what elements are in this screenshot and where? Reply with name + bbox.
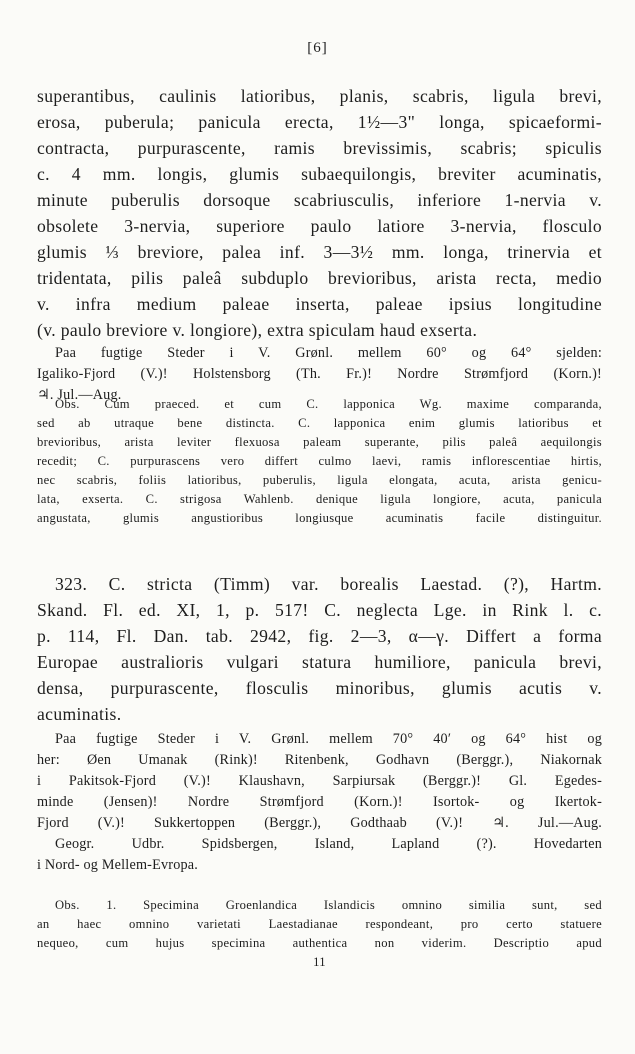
text-line: ♃. Jul.—Aug. bbox=[37, 387, 122, 403]
text-line: tridentata, pilis paleâ subduplo brevioribus, arista recta, medio bbox=[37, 268, 602, 288]
page-number: [6] bbox=[307, 40, 328, 56]
text-line: p. 114, Fl. Dan. tab. 2942, fig. 2—3, α—γ. Differt a forma bbox=[37, 626, 602, 646]
text-line: glumis ⅓ breviore, palea inf. 3—3½ mm. longa, trinervia et bbox=[37, 242, 602, 262]
text-line: Fjord (V.)! Sukkertoppen (Berggr.), Godthaab (V.)! ♃. Jul.—Aug. bbox=[37, 815, 602, 831]
paragraph-description bbox=[37, 83, 602, 343]
text-line: an haec omnino varietati Laestadianae respondeant, pro certo statuere bbox=[37, 917, 602, 931]
text-line: nec scabris, foliis latioribus, puberulis, ligula elongata, acuta, arista genicu- bbox=[37, 473, 602, 487]
paragraph-species-323 bbox=[37, 571, 602, 727]
signature-mark: 11 bbox=[313, 955, 326, 969]
text-line: Obs. 1. Specimina Groenlandica Islandicis omnino similia sunt, sed bbox=[55, 898, 602, 912]
text-line: recedit; C. purpurascens vero differt culmo laevi, ramis inflorescentiae hirtis, bbox=[37, 454, 602, 468]
text-line: c. 4 mm. longis, glumis subaequilongis, breviter acuminatis, bbox=[37, 164, 602, 184]
text-line: densa, purpurascente, flosculis minoribus, glumis acutis v. bbox=[37, 678, 602, 698]
text-line: Paa fugtige Steder i V. Grønl. mellem 70° 40′ og 64° hist og bbox=[55, 731, 602, 747]
text-line: lata, exserta. C. strigosa Wahlenb. denique ligula longiore, acuta, panicula bbox=[37, 492, 602, 506]
text-line: i Pakitsok-Fjord (V.)! Klaushavn, Sarpiursak (Berggr.)! Gl. Egedes- bbox=[37, 773, 602, 789]
text-line: superantibus, caulinis latioribus, planis, scabris, ligula brevi, bbox=[37, 86, 602, 106]
text-line: minute puberulis dorsoque scabriusculis, inferiore 1-nervia v. bbox=[37, 190, 602, 210]
paragraph-obs-2 bbox=[37, 896, 602, 972]
text-line: v. infra medium paleae inserta, paleae ipsius longitudine bbox=[37, 294, 602, 314]
text-line: brevioribus, arista leviter flexuosa paleam superante, pilis paleâ aequilongis bbox=[37, 435, 602, 449]
text-line: contracta, purpurascente, ramis brevissimis, scabris; spiculis bbox=[37, 138, 602, 158]
text-line: Obs. Cum praeced. et cum C. lapponica Wg. maxime comparanda, bbox=[55, 397, 602, 411]
text-line: Igaliko-Fjord (V.)! Holstensborg (Th. Fr.)! Nordre Strømfjord (Korn.)! bbox=[37, 366, 602, 382]
text-line: Paa fugtige Steder i V. Grønl. mellem 60° og 64° sjelden: bbox=[55, 345, 602, 361]
text-line: nequeo, cum hujus specimina authentica non viderim. Descriptio apud bbox=[37, 936, 602, 950]
text-line: (v. paulo breviore v. longiore), extra spiculam haud exserta. bbox=[37, 320, 478, 340]
text-line: i Nord- og Mellem-Evropa. bbox=[37, 857, 199, 873]
text-line: Geogr. Udbr. Spidsbergen, Island, Lapland (?). Hovedarten bbox=[55, 836, 602, 852]
text-line: Skand. Fl. ed. XI, 1, p. 517! C. neglecta Lge. in Rink l. c. bbox=[37, 600, 602, 620]
text-line: erosa, puberula; panicula erecta, 1½—3" longa, spicaeformi- bbox=[37, 112, 602, 132]
text-line: her: Øen Umanak (Rink)! Ritenbenk, Godhavn (Berggr.), Niakornak bbox=[37, 752, 602, 768]
text-line: sed ab utraque bene distincta. C. lapponica enim glumis latioribus et bbox=[37, 416, 602, 430]
text-line: acuminatis. bbox=[37, 704, 122, 724]
text-line: 323. C. stricta (Timm) var. borealis Laestad. (?), Hartm. bbox=[55, 574, 602, 594]
text-line: Europae australioris vulgari statura humiliore, panicula brevi, bbox=[37, 652, 602, 672]
paragraph-obs-1 bbox=[37, 395, 602, 528]
text-line: minde (Jensen)! Nordre Strømfjord (Korn.)! Isortok- og Ikertok- bbox=[37, 794, 602, 810]
text-line: angustata, glumis angustioribus longiusque acuminatis facile distinguitur. bbox=[37, 511, 602, 525]
text-line: obsolete 3-nervia, superiore paulo latiore 3-nervia, flosculo bbox=[37, 216, 602, 236]
paragraph-localities-2 bbox=[37, 729, 602, 876]
